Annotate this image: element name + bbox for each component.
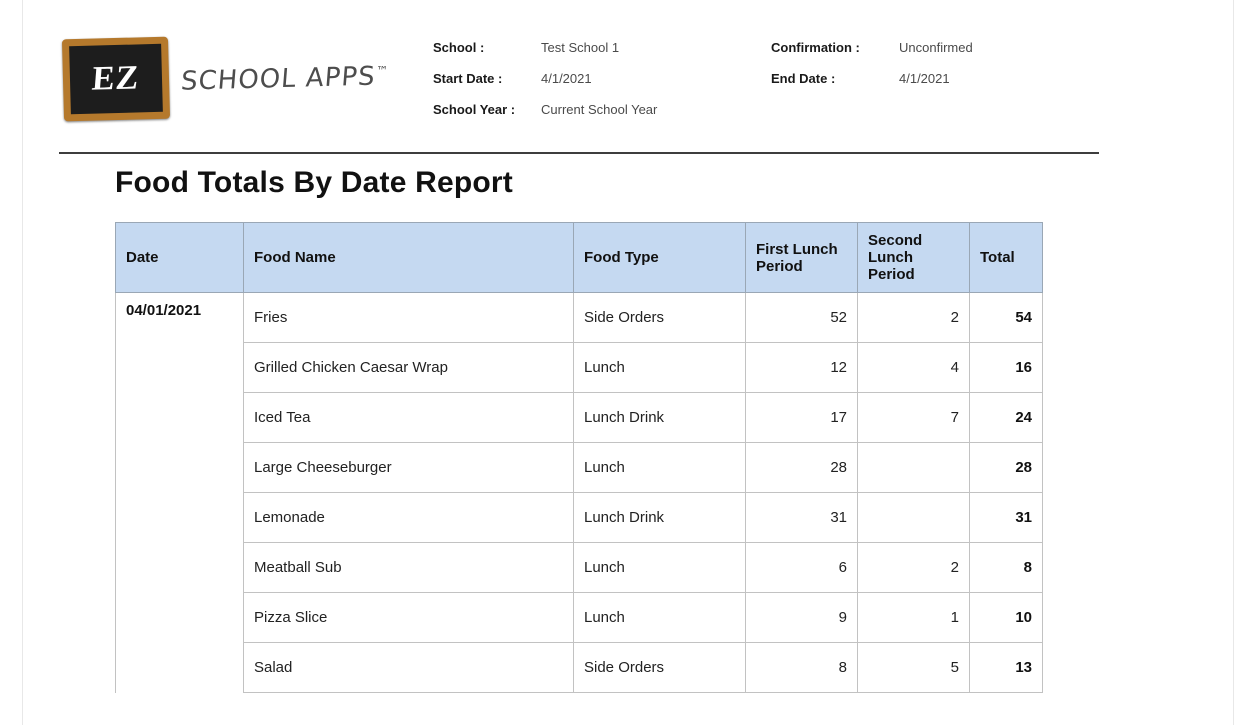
page-left-margin (0, 0, 23, 725)
column-header-food-type: Food Type (574, 223, 746, 293)
cell-food-name: Pizza Slice (244, 593, 574, 643)
table-row (116, 393, 1043, 443)
cell-total: 16 (970, 343, 1043, 393)
cell-food-type: Lunch (574, 593, 746, 643)
cell-first-lunch: 28 (746, 443, 858, 493)
confirmation-label: Confirmation : (771, 40, 860, 55)
column-header-food-name: Food Name (244, 223, 574, 293)
ez-school-apps-logo (63, 38, 389, 120)
report-sheet (23, 0, 1233, 725)
cell-date: 04/01/2021 (116, 293, 244, 693)
meta-row-school-year (433, 102, 771, 133)
column-header-date: Date (116, 223, 244, 293)
table-row (116, 493, 1043, 543)
meta-row-confirmation (771, 40, 1039, 71)
cell-first-lunch: 17 (746, 393, 858, 443)
cell-food-type: Lunch Drink (574, 393, 746, 443)
table-row (116, 643, 1043, 693)
cell-total: 31 (970, 493, 1043, 543)
cell-food-type: Side Orders (574, 293, 746, 343)
table-body (116, 293, 1043, 693)
start-date-label: Start Date : (433, 71, 503, 86)
cell-total: 8 (970, 543, 1043, 593)
school-label: School : (433, 40, 485, 55)
cell-first-lunch: 9 (746, 593, 858, 643)
cell-first-lunch: 12 (746, 343, 858, 393)
cell-food-name: Large Cheeseburger (244, 443, 574, 493)
cell-food-name: Fries (244, 293, 574, 343)
logo-mark-text: EZ (90, 59, 142, 98)
end-date-value: 4/1/2021 (899, 71, 950, 86)
meta-row-end-date (771, 71, 1039, 102)
table-header-row (116, 223, 1043, 293)
cell-first-lunch: 31 (746, 493, 858, 543)
meta-column-right (771, 40, 1039, 133)
cell-total: 28 (970, 443, 1043, 493)
report-header (23, 0, 1233, 158)
chalkboard-icon (62, 37, 170, 122)
cell-second-lunch: 2 (858, 543, 970, 593)
logo-wordmark-text: SCHOOL APPS (179, 61, 377, 97)
cell-total: 13 (970, 643, 1043, 693)
table-row (116, 443, 1043, 493)
school-value: Test School 1 (541, 40, 620, 55)
cell-second-lunch: 5 (858, 643, 970, 693)
table-row (116, 593, 1043, 643)
table-row (116, 293, 1043, 343)
start-date-value: 4/1/2021 (541, 71, 592, 86)
cell-second-lunch: 1 (858, 593, 970, 643)
cell-second-lunch: 4 (858, 343, 970, 393)
cell-first-lunch: 52 (746, 293, 858, 343)
confirmation-value: Unconfirmed (899, 40, 973, 55)
cell-food-name: Meatball Sub (244, 543, 574, 593)
cell-second-lunch: 7 (858, 393, 970, 443)
column-header-second-lunch-period: Second Lunch Period (858, 223, 970, 293)
food-totals-table-wrapper (115, 222, 1042, 693)
report-meta (433, 40, 1039, 133)
school-year-value: Current School Year (541, 102, 658, 117)
column-header-total: Total (970, 223, 1043, 293)
school-year-label: School Year : (433, 102, 516, 117)
cell-first-lunch: 8 (746, 643, 858, 693)
table-row (116, 343, 1043, 393)
cell-food-name: Salad (244, 643, 574, 693)
cell-food-type: Lunch (574, 343, 746, 393)
cell-second-lunch: 2 (858, 293, 970, 343)
meta-row-school (433, 40, 771, 71)
page-title: Food Totals By Date Report (115, 166, 513, 199)
table-row (116, 543, 1043, 593)
logo-wordmark (180, 61, 390, 97)
meta-row-start-date (433, 71, 771, 102)
cell-total: 24 (970, 393, 1043, 443)
page-right-margin (1233, 0, 1256, 725)
cell-food-name: Iced Tea (244, 393, 574, 443)
food-totals-table (115, 222, 1043, 693)
cell-second-lunch (858, 443, 970, 493)
meta-column-left (433, 40, 771, 133)
column-header-first-lunch-period: First Lunch Period (746, 223, 858, 293)
cell-food-type: Lunch (574, 543, 746, 593)
cell-food-type: Lunch (574, 443, 746, 493)
table-header (116, 223, 1043, 293)
cell-food-type: Side Orders (574, 643, 746, 693)
cell-first-lunch: 6 (746, 543, 858, 593)
header-divider (59, 152, 1099, 154)
cell-second-lunch (858, 493, 970, 543)
cell-total: 54 (970, 293, 1043, 343)
cell-food-type: Lunch Drink (574, 493, 746, 543)
trademark-symbol: ™ (375, 63, 390, 78)
end-date-label: End Date : (771, 71, 836, 86)
cell-food-name: Grilled Chicken Caesar Wrap (244, 343, 574, 393)
cell-total: 10 (970, 593, 1043, 643)
cell-food-name: Lemonade (244, 493, 574, 543)
